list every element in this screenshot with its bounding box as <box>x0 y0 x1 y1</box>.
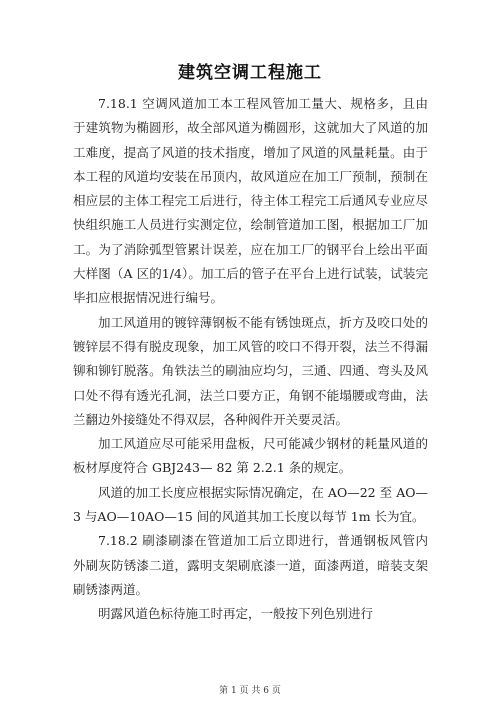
document-body <box>73 92 428 627</box>
paragraph-galvanized-sheet: 加工风道用的镀锌薄钢板不能有锈蚀斑点，折方及咬口处的镀锌层不得有脱皮现象，加工风管的咬口不得开裂，法兰不得漏铆和铆钉脱落。角铁法兰的刷油应均匀，三通、四通、弯头及风口处不得有透光孔洞，法兰口要方正，角钢不能塌腰或弯曲，法兰翻边外接缝处不得双层，各种阀件开关要灵活。 <box>73 314 428 427</box>
document-title: 建筑空调工程施工 <box>178 63 322 83</box>
paragraph-painting: 7.18.2 刷漆刷漆在管道加工后立即进行，普通钢板风管内外刷灰防锈漆二道，露明支架刷底漆一道，面漆两道，暗装支架刷锈漆两道。 <box>73 533 428 597</box>
paragraph-color-marking: 明露风道色标待施工时再定，一般按下列色别进行 <box>98 606 374 622</box>
paragraph-sheet-thickness: 加工风道应尽可能采用盘板，尺可能减少钢材的耗量风道的板材厚度符合 GBJ243— 82 第 2.2.1 条的规定。 <box>73 436 428 476</box>
page-number-footer: 第 1 页 共 6 页 <box>219 686 281 696</box>
paragraph-duct-length: 风道的加工长度应根据实际情况确定，在 AO—22 至 AO—3 与AO—10AO—15 间的风道其加工长度以每节 1m 长为宜。 <box>73 484 428 525</box>
paragraph-air-duct-fabrication: 7.18.1 空调风道加工本工程风管加工量大、规格多，且由于建筑物为椭圆形，故全部风道为椭圆形，这就加大了风道的加工难度，提高了风道的技术指度，增加了风道的风量耗量。由于本工程的风道均安装在吊顶内，故风道应在加工厂预制，预制在相应层的主体工程完工后进行，待主体工程完工后通风专业应尽快组织施工人员进行实测定位，绘制管道加工图，根据加工厂加工。为了消除弧型管累计误差，应在加工厂的钢平台上绘出平面大样图（A 区的1/4）。加工后的管子在平台上进行试装，试装完毕扣应根据情况进行编号。 <box>73 96 428 306</box>
